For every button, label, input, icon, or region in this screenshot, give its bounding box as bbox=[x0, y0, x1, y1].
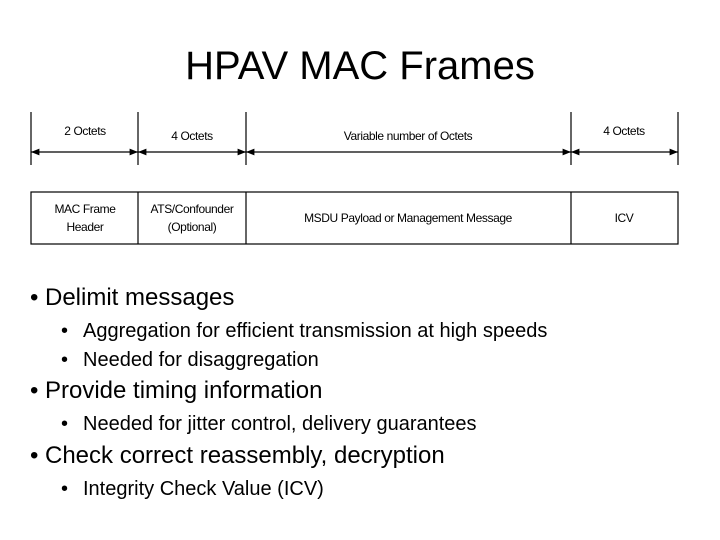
field-mac-header-line2: Header bbox=[66, 220, 104, 234]
field-mac-header-line1: MAC Frame bbox=[54, 202, 116, 216]
field-ats-line1: ATS/Confounder bbox=[150, 202, 234, 216]
bullet-marker: • bbox=[61, 413, 69, 435]
size-label-icv: 4 Octets bbox=[603, 124, 645, 138]
bullet-text: Integrity Check Value (ICV) bbox=[83, 478, 324, 500]
size-label-header: 2 Octets bbox=[64, 124, 106, 138]
bullet-marker: • bbox=[30, 284, 39, 311]
size-label-payload: Variable number of Octets bbox=[343, 129, 473, 143]
bullet-text: Aggregation for efficient transmission at high speeds bbox=[83, 320, 548, 342]
bullet-text: Needed for disaggregation bbox=[83, 349, 319, 371]
bullet-marker: • bbox=[61, 478, 69, 500]
bullet-text: Provide timing information bbox=[45, 377, 323, 404]
bullet-marker: • bbox=[30, 442, 39, 469]
bullet-text: Delimit messages bbox=[45, 284, 235, 311]
field-icv: ICV bbox=[614, 211, 634, 225]
bullet-marker: • bbox=[30, 377, 39, 404]
field-ats-line2: (Optional) bbox=[167, 220, 217, 234]
size-label-ats: 4 Octets bbox=[171, 129, 213, 143]
bullet-text: Needed for jitter control, delivery guarantees bbox=[83, 413, 477, 435]
bullet-text: Check correct reassembly, decryption bbox=[45, 442, 445, 469]
bullet-marker: • bbox=[61, 320, 69, 342]
field-payload: MSDU Payload or Management Message bbox=[304, 211, 512, 225]
bullet-marker: • bbox=[61, 349, 69, 371]
slide-title: HPAV MAC Frames bbox=[185, 44, 535, 88]
